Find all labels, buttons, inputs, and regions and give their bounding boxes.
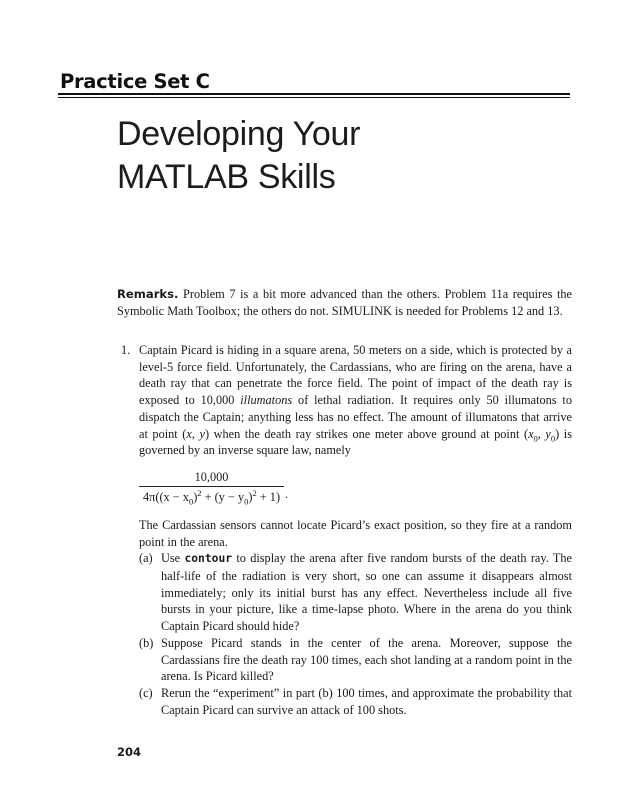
intro-text-d: ) is governed by an inverse square law, namely — [139, 426, 572, 458]
var-x0: x — [528, 426, 534, 441]
formula-period: . — [285, 486, 289, 501]
remarks-label: Remarks. — [117, 287, 179, 301]
chapter-title-line-1: Developing Your — [117, 115, 361, 153]
comma-sep: , — [191, 426, 200, 441]
page-number: 204 — [117, 745, 142, 759]
den-sup-2: 2 — [252, 487, 257, 498]
part-a — [139, 550, 572, 635]
problem-1-parts — [117, 550, 572, 718]
sub-0-y: 0 — [550, 432, 556, 443]
part-a-text-a: Use — [161, 551, 185, 566]
den-part-2: ) — [193, 489, 198, 504]
den-sup-1: 2 — [197, 487, 202, 498]
header-rule-thick — [58, 93, 570, 95]
contour-code: contour — [184, 552, 233, 566]
remarks-text: Problem 7 is a bit more advanced than the others. Problem 11a requires the Symbolic Math Toolbox; the others do not. SIMULINK is needed for Problems 12 and 13. — [117, 287, 572, 318]
den-part-5: + 1) — [256, 489, 281, 504]
problem-1 — [117, 342, 572, 718]
formula-denominator — [139, 489, 284, 505]
fraction-bar — [139, 486, 284, 487]
den-sub-1: 0 — [188, 496, 194, 507]
var-y: y — [199, 426, 205, 441]
part-label: (c) — [139, 685, 153, 700]
den-part-3: + (y − y — [201, 489, 245, 504]
sub-0: 0 — [533, 432, 538, 443]
part-c-text: Rerun the “experiment” in part (b) 100 times, and approximate the probability that Captain Picard can survive an attack of 100 shots. — [161, 685, 572, 717]
den-part-1: 4π((x − x — [143, 489, 189, 504]
intro-text-c: ) when the death ray strikes one meter above ground at point ( — [204, 426, 529, 441]
remarks-paragraph — [117, 286, 572, 319]
followup-text: The Cardassian sensors cannot locate Picard’s exact position, so they fire at a random point in the arena. — [139, 517, 572, 549]
part-b — [139, 635, 572, 685]
intro-text-a: Captain Picard is hiding in a square arena, 50 meters on a side, which is protected by a level-5 force field. Unfortunately, the Cardassians, who are firing on the arena, have a death ray that can penetrate the force field. The point of impact of the death ray is exposed to 10,000 — [139, 343, 572, 408]
den-part-4: ) — [248, 489, 253, 504]
intro-text-b: of lethal radiation. It requires only 50 illumatons to dispatch the Captain; anything less has no effect. The amount of illumatons that arrive at point ( — [139, 393, 572, 441]
part-a-text-b: to display the arena after five random bursts of the death ray. The half-life of the radiation is very short, so one can assume it disappears almost immediately; only its initial burst has any effect. Nevertheless include all five bursts in your picture, like a time-lapse photo. Where in the arena do you think Captain Picard should hide? — [161, 551, 573, 634]
part-b-text: Suppose Picard stands in the center of the arena. Moreover, suppose the Cardassians fire the death ray 100 times, each shot landing at a random point in the arena. Is Picard killed? — [161, 635, 572, 684]
problem-number: 1. — [121, 343, 131, 357]
header-rule-thin — [58, 97, 570, 98]
inverse-square-formula — [139, 469, 572, 505]
var-x: x — [186, 426, 192, 441]
chapter-title — [117, 113, 360, 199]
illumatons-term: illumatons — [240, 393, 293, 408]
formula-fraction — [139, 469, 284, 505]
practice-set-title: Practice Set C — [60, 70, 210, 93]
chapter-title-line-2: MATLAB Skills — [117, 158, 336, 196]
problem-1-followup — [117, 517, 572, 550]
problem-1-intro — [117, 342, 572, 459]
den-sub-2: 0 — [244, 496, 249, 507]
comma-sep-2: , — [537, 426, 546, 441]
part-label: (b) — [139, 635, 154, 650]
var-y0: y — [545, 426, 551, 441]
part-c — [139, 685, 572, 718]
part-label: (a) — [139, 551, 153, 566]
formula-numerator: 10,000 — [194, 469, 229, 484]
